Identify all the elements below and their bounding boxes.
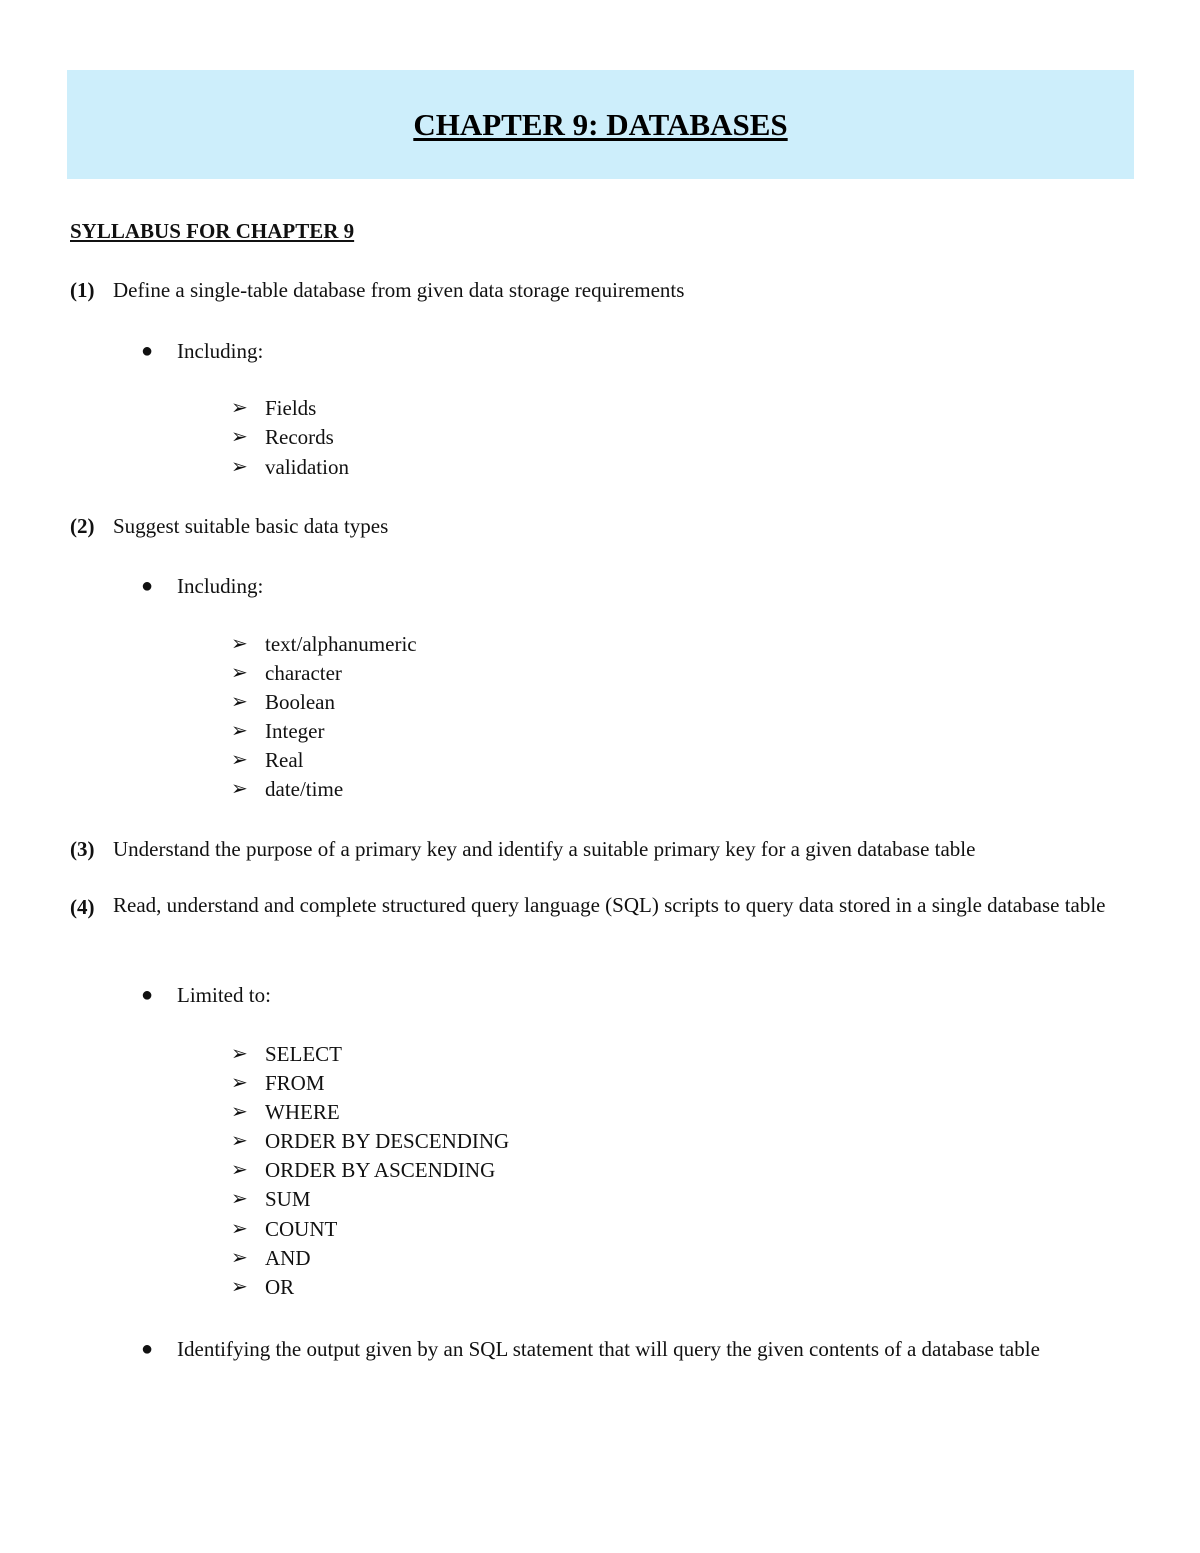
- objective-number: (4): [70, 895, 95, 919]
- list-item: Integer: [265, 719, 325, 743]
- objective-number: (1): [70, 278, 95, 302]
- chapter-banner: [67, 70, 1134, 179]
- list-item: Fields: [265, 396, 317, 420]
- arrow-bullet-icon: ➢: [231, 1247, 248, 1269]
- bullet-text: Including:: [177, 339, 264, 363]
- arrow-bullet-icon: ➢: [231, 1218, 248, 1240]
- arrow-bullet-icon: ➢: [231, 397, 248, 419]
- list-item: OR: [265, 1275, 295, 1299]
- list-item: ORDER BY DESCENDING: [265, 1129, 510, 1153]
- bullet-text: Identifying the output given by an SQL statement that will query the given contents of a database table: [177, 1337, 1040, 1361]
- list-item: Records: [265, 425, 334, 449]
- list-item: FROM: [265, 1071, 325, 1095]
- arrow-bullet-icon: ➢: [231, 633, 248, 655]
- list-item: ORDER BY ASCENDING: [265, 1158, 496, 1182]
- objective-text: Define a single-table database from given data storage requirements: [113, 278, 685, 302]
- bullet-icon: ●: [141, 984, 154, 1006]
- arrow-bullet-icon: ➢: [231, 1043, 248, 1065]
- arrow-bullet-icon: ➢: [231, 456, 248, 478]
- list-item: SELECT: [265, 1042, 342, 1066]
- list-item: validation: [265, 455, 349, 479]
- arrow-bullet-icon: ➢: [231, 1130, 248, 1152]
- list-item: character: [265, 661, 342, 685]
- objective-number: (3): [70, 837, 95, 861]
- list-item: COUNT: [265, 1217, 338, 1241]
- arrow-bullet-icon: ➢: [231, 749, 248, 771]
- bullet-text: Limited to:: [177, 983, 271, 1007]
- arrow-bullet-icon: ➢: [231, 1101, 248, 1123]
- bullet-text: Including:: [177, 574, 264, 598]
- list-item: Boolean: [265, 690, 335, 714]
- arrow-bullet-icon: ➢: [231, 1159, 248, 1181]
- arrow-bullet-icon: ➢: [231, 1188, 248, 1210]
- list-item: SUM: [265, 1187, 311, 1211]
- syllabus-heading: SYLLABUS FOR CHAPTER 9: [70, 219, 355, 243]
- list-item: text/alphanumeric: [265, 632, 417, 656]
- bullet-icon: ●: [141, 340, 154, 362]
- objective-text: Read, understand and complete structured query language (SQL) scripts to query data stored in a single database table: [113, 893, 1106, 917]
- list-item: AND: [265, 1246, 311, 1270]
- bullet-icon: ●: [141, 575, 154, 597]
- arrow-bullet-icon: ➢: [231, 662, 248, 684]
- arrow-bullet-icon: ➢: [231, 720, 248, 742]
- objective-text: Suggest suitable basic data types: [113, 514, 389, 538]
- objective-text: Understand the purpose of a primary key and identify a suitable primary key for a given database table: [113, 837, 976, 861]
- arrow-bullet-icon: ➢: [231, 691, 248, 713]
- chapter-title: CHAPTER 9: DATABASES: [413, 106, 788, 142]
- arrow-bullet-icon: ➢: [231, 778, 248, 800]
- objective-number: (2): [70, 514, 95, 538]
- list-item: WHERE: [265, 1100, 340, 1124]
- list-item: date/time: [265, 777, 344, 801]
- bullet-icon: ●: [141, 1338, 154, 1360]
- list-item: Real: [265, 748, 304, 772]
- arrow-bullet-icon: ➢: [231, 426, 248, 448]
- arrow-bullet-icon: ➢: [231, 1276, 248, 1298]
- arrow-bullet-icon: ➢: [231, 1072, 248, 1094]
